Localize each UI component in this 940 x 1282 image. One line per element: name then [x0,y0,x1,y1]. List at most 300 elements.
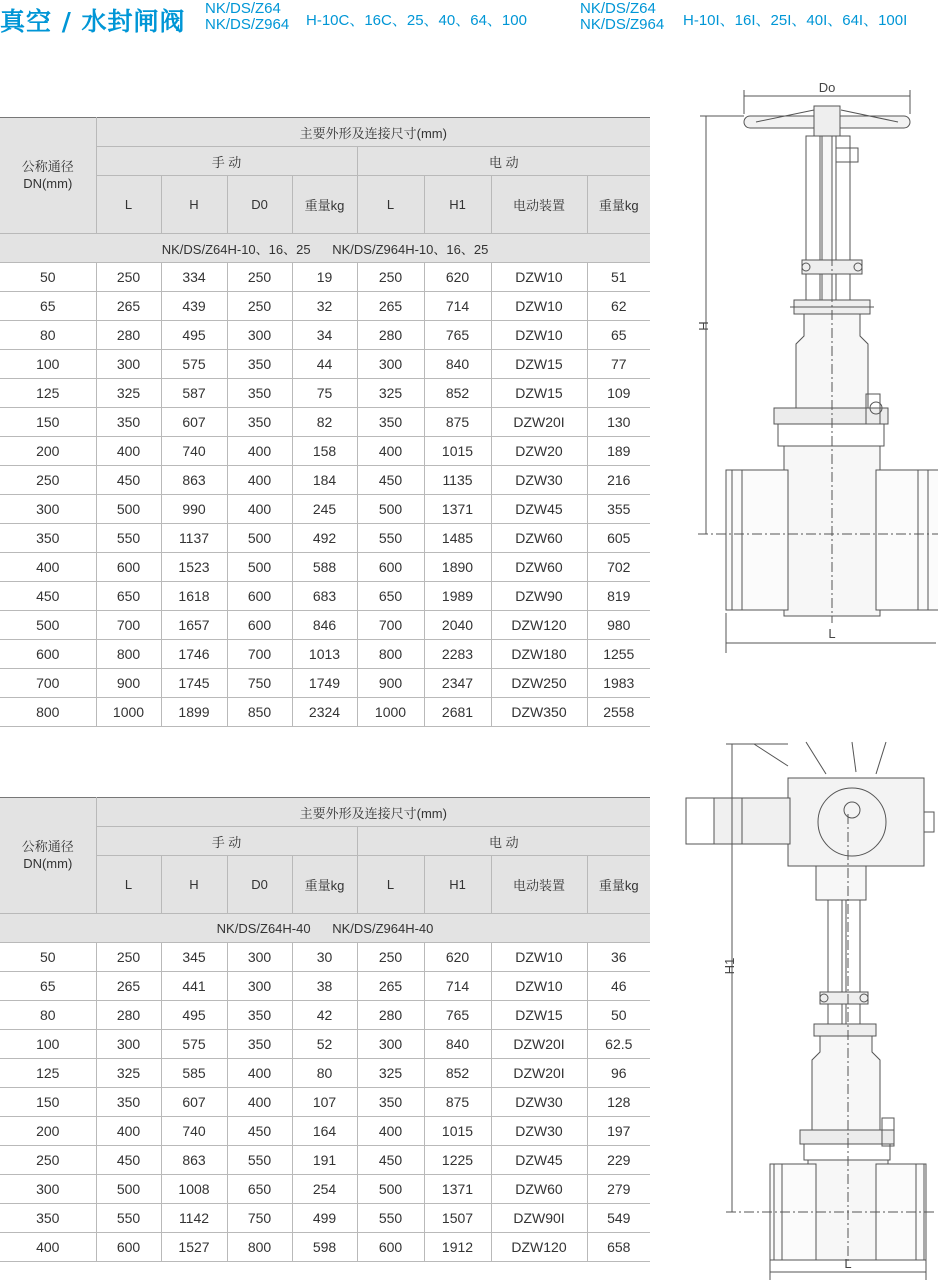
table-cell: 600 [357,553,424,582]
table-cell: DZW90I [491,1204,587,1233]
table-cell: 650 [96,582,161,611]
table-cell: 345 [161,943,227,972]
main-dims-header: 主要外形及连接尺寸(mm) [96,798,650,827]
table-cell: 800 [357,640,424,669]
table-cell: 400 [357,1117,424,1146]
table-cell: 164 [292,1117,357,1146]
table-cell: 500 [227,524,292,553]
table-cell: 439 [161,292,227,321]
table-cell: 2283 [424,640,491,669]
table-cell: 600 [96,553,161,582]
table-cell: 550 [227,1146,292,1175]
table-row [0,408,650,437]
table-cell: 280 [357,321,424,350]
table-cell: 863 [161,1146,227,1175]
table-cell: 1013 [292,640,357,669]
table-row [0,669,650,698]
table-cell: 400 [96,437,161,466]
dn-cell: 350 [0,524,96,553]
dn-cell: 400 [0,1233,96,1262]
table-cell: 250 [227,263,292,292]
table-cell: DZW30 [491,1117,587,1146]
table-row [0,640,650,669]
table-cell: DZW15 [491,379,587,408]
dim-l-label: L [828,626,836,641]
table-cell: 44 [292,350,357,379]
table-cell: 600 [96,1233,161,1262]
table-cell: 350 [227,379,292,408]
col-header: H1 [424,176,491,234]
table-cell: 840 [424,1030,491,1059]
table-cell: 1657 [161,611,227,640]
table-cell: 585 [161,1059,227,1088]
table-cell: 245 [292,495,357,524]
table-row [0,611,650,640]
model-name: NK/DS/Z64 [580,0,656,17]
manual-header: 手 动 [96,147,357,176]
table-cell: 850 [227,698,292,727]
table-cell: 740 [161,437,227,466]
table-cell: 300 [357,350,424,379]
electric-header: 电 动 [357,147,650,176]
table-cell: 109 [587,379,650,408]
table-cell: 750 [227,669,292,698]
table-row [0,1030,650,1059]
table-cell: 500 [357,1175,424,1204]
table-cell: 575 [161,350,227,379]
table-cell: 700 [96,611,161,640]
table-cell: 500 [96,1175,161,1204]
col-header: D0 [227,176,292,234]
col-header: L [96,856,161,914]
table-cell: 1899 [161,698,227,727]
table-row [0,1059,650,1088]
table-cell: 598 [292,1233,357,1262]
table-cell: 279 [587,1175,650,1204]
table-cell: DZW20 [491,437,587,466]
table-cell: DZW10 [491,972,587,1001]
table-cell: 1137 [161,524,227,553]
table-cell: 1527 [161,1233,227,1262]
table-cell: 96 [587,1059,650,1088]
table-cell: 400 [227,1059,292,1088]
table-cell: 900 [357,669,424,698]
table-cell: 1890 [424,553,491,582]
table-cell: DZW60 [491,1175,587,1204]
table-cell: 265 [96,972,161,1001]
table-cell: 355 [587,495,650,524]
table-cell: 350 [357,408,424,437]
table-row [0,1175,650,1204]
table-cell: 450 [96,1146,161,1175]
dn-header [0,798,96,914]
table-cell: DZW60 [491,524,587,553]
table-cell: 50 [587,1001,650,1030]
column-header-row [0,176,650,234]
table-row [0,1001,650,1030]
dn-cell: 600 [0,640,96,669]
table-cell: 400 [96,1117,161,1146]
table-cell: 265 [357,292,424,321]
table-cell: 75 [292,379,357,408]
table-cell: 846 [292,611,357,640]
table-cell: 19 [292,263,357,292]
table-cell: 500 [96,495,161,524]
dn-cell: 250 [0,466,96,495]
table-cell: 300 [227,972,292,1001]
table-cell: 130 [587,408,650,437]
dn-cell: 65 [0,972,96,1001]
table-cell: 588 [292,553,357,582]
dn-header [0,118,96,234]
table-cell: DZW120 [491,1233,587,1262]
table-cell: 325 [96,379,161,408]
dn-cell: 150 [0,408,96,437]
table-cell: 2324 [292,698,357,727]
table-cell: 191 [292,1146,357,1175]
dim-l-label: L [844,1256,852,1271]
col-header: 重量kg [587,856,650,914]
col-header: 电动装置 [491,176,587,234]
dn-cell: 100 [0,350,96,379]
table-row [0,972,650,1001]
dn-cell: 200 [0,1117,96,1146]
table-cell: DZW20I [491,408,587,437]
table-cell: 36 [587,943,650,972]
table-cell: 128 [587,1088,650,1117]
dn-cell: 100 [0,1030,96,1059]
table-cell: 700 [357,611,424,640]
dim-do-label: Do [818,80,836,95]
table-cell: 350 [357,1088,424,1117]
table-cell: 650 [357,582,424,611]
table-row [0,495,650,524]
table-cell: DZW120 [491,611,587,640]
dn-cell: 50 [0,263,96,292]
table-cell: 1008 [161,1175,227,1204]
table-cell: 51 [587,263,650,292]
table-cell: 400 [227,495,292,524]
series-label: NK/DS/Z64H-10、16、25 NK/DS/Z964H-10、16、25 [161,241,489,257]
table-cell: 325 [357,1059,424,1088]
table-cell: 500 [357,495,424,524]
table-cell: 107 [292,1088,357,1117]
table-cell: 250 [227,292,292,321]
table-cell: 990 [161,495,227,524]
model-name: NK/DS/Z964 [580,16,665,33]
table-cell: 875 [424,408,491,437]
table-cell: 2347 [424,669,491,698]
table-cell: 1371 [424,495,491,524]
table-cell: 300 [357,1030,424,1059]
table-cell: 38 [292,972,357,1001]
table-cell: 819 [587,582,650,611]
table-cell: 1983 [587,669,650,698]
table-cell: DZW45 [491,495,587,524]
table-cell: 600 [227,582,292,611]
manual-valve-drawing [686,78,938,658]
table-cell: 400 [227,1088,292,1117]
table-cell: DZW10 [491,321,587,350]
table-row [0,524,650,553]
table-cell: 82 [292,408,357,437]
spec-table-1 [0,117,650,727]
table-cell: DZW20I [491,1059,587,1088]
col-header: H1 [424,856,491,914]
table-cell: 702 [587,553,650,582]
table-cell: 62 [587,292,650,321]
table-cell: 495 [161,321,227,350]
table-row [0,582,650,611]
table-cell: 52 [292,1030,357,1059]
table-cell: 750 [227,1204,292,1233]
model-name: NK/DS/Z964 [205,16,290,33]
table-cell: 250 [96,263,161,292]
table-cell: 280 [96,1001,161,1030]
table-cell: 62.5 [587,1030,650,1059]
table-cell: 1912 [424,1233,491,1262]
table-cell: 650 [227,1175,292,1204]
page-title: 真空 / 水封闸阀 [0,7,186,36]
main-dims-header: 主要外形及连接尺寸(mm) [96,118,650,147]
table-cell: 600 [227,611,292,640]
table-cell: DZW180 [491,640,587,669]
series-row [0,234,650,263]
electric-valve-drawing [676,734,938,1280]
table-cell: DZW10 [491,292,587,321]
table-cell: 875 [424,1088,491,1117]
table-cell: 250 [357,943,424,972]
table-cell: 334 [161,263,227,292]
table-cell: 1142 [161,1204,227,1233]
table-cell: 900 [96,669,161,698]
table-cell: 1745 [161,669,227,698]
series-row [0,914,650,943]
table-cell: 46 [587,972,650,1001]
table-cell: DZW60 [491,553,587,582]
table-row [0,1233,650,1262]
table-cell: 250 [357,263,424,292]
table-cell: 42 [292,1001,357,1030]
table-row [0,379,650,408]
manual-header: 手 动 [96,827,357,856]
table-cell: 600 [357,1233,424,1262]
dim-h-label: H [696,321,711,331]
table-cell: 300 [227,943,292,972]
table-cell: 450 [357,466,424,495]
dn-cell: 350 [0,1204,96,1233]
dn-cell: 65 [0,292,96,321]
table-cell: 450 [227,1117,292,1146]
table-cell: 500 [227,553,292,582]
table-row [0,943,650,972]
table-cell: 280 [357,1001,424,1030]
table-cell: 492 [292,524,357,553]
table-row [0,1088,650,1117]
model-stack-1 [205,1,289,33]
pressure-sizes-1: H-10C、16C、25、40、64、100 [306,12,527,29]
table-cell: 765 [424,1001,491,1030]
table-cell: 1135 [424,466,491,495]
table-cell: 325 [96,1059,161,1088]
table-row [0,698,650,727]
table-cell: 1485 [424,524,491,553]
table-cell: 714 [424,292,491,321]
dn-cell: 150 [0,1088,96,1117]
table-cell: 400 [227,437,292,466]
col-header: 电动装置 [491,856,587,914]
table-cell: 607 [161,1088,227,1117]
table-cell: 77 [587,350,650,379]
col-header: L [96,176,161,234]
table-cell: DZW15 [491,350,587,379]
table-cell: 189 [587,437,650,466]
table-cell: 300 [96,1030,161,1059]
dn-cell: 80 [0,321,96,350]
table-row [0,263,650,292]
table-cell: 980 [587,611,650,640]
table-cell: 450 [96,466,161,495]
table-cell: 34 [292,321,357,350]
table-cell: 1507 [424,1204,491,1233]
table-cell: 265 [96,292,161,321]
table-cell: 1989 [424,582,491,611]
table-cell: 840 [424,350,491,379]
dn-cell: 400 [0,553,96,582]
table-cell: 863 [161,466,227,495]
table-row [0,553,650,582]
table-cell: 1618 [161,582,227,611]
dn-cell: 200 [0,437,96,466]
table-cell: 229 [587,1146,650,1175]
table-row [0,321,650,350]
table-row [0,1117,650,1146]
table-cell: 300 [227,321,292,350]
table-cell: 495 [161,1001,227,1030]
table-cell: 740 [161,1117,227,1146]
table-cell: 1015 [424,1117,491,1146]
table-cell: 250 [96,943,161,972]
table-cell: 605 [587,524,650,553]
table-cell: DZW350 [491,698,587,727]
col-header: L [357,176,424,234]
table-cell: 852 [424,1059,491,1088]
table-cell: 1000 [357,698,424,727]
table-cell: 80 [292,1059,357,1088]
table-row [0,466,650,495]
table-cell: 450 [357,1146,424,1175]
table-cell: DZW45 [491,1146,587,1175]
page-header [0,0,940,42]
table-cell: 2040 [424,611,491,640]
table-cell: 158 [292,437,357,466]
table-cell: DZW10 [491,263,587,292]
model-stack-2 [580,1,664,33]
table-cell: 400 [357,437,424,466]
electric-header: 电 动 [357,827,650,856]
table-cell: DZW15 [491,1001,587,1030]
table-row [0,1146,650,1175]
table-cell: DZW20I [491,1030,587,1059]
table-cell: 620 [424,263,491,292]
table-cell: 550 [96,1204,161,1233]
table-cell: 575 [161,1030,227,1059]
table-cell: 30 [292,943,357,972]
col-header: H [161,856,227,914]
table-cell: 350 [227,1030,292,1059]
series-label: NK/DS/Z64H-40 NK/DS/Z964H-40 [216,920,434,936]
table-cell: 683 [292,582,357,611]
table-cell: 1523 [161,553,227,582]
table-cell: 1371 [424,1175,491,1204]
table-cell: DZW10 [491,943,587,972]
table-cell: 700 [227,640,292,669]
table-cell: 607 [161,408,227,437]
col-header: 重量kg [292,176,357,234]
table-cell: DZW30 [491,1088,587,1117]
dn-cell: 80 [0,1001,96,1030]
table-row [0,1204,650,1233]
table-cell: 1000 [96,698,161,727]
table-cell: 765 [424,321,491,350]
table-cell: 800 [227,1233,292,1262]
dn-cell: 300 [0,1175,96,1204]
table-cell: 1746 [161,640,227,669]
table-cell: 400 [227,466,292,495]
table-cell: 1255 [587,640,650,669]
table-cell: 2681 [424,698,491,727]
table-cell: DZW30 [491,466,587,495]
table-cell: 2558 [587,698,650,727]
table-cell: 265 [357,972,424,1001]
table-cell: 197 [587,1117,650,1146]
table-cell: 184 [292,466,357,495]
table-cell: 1015 [424,437,491,466]
table-cell: 550 [96,524,161,553]
pressure-sizes-2: H-10I、16I、25I、40I、64I、100I [683,12,908,29]
table-row [0,437,650,466]
table-cell: 254 [292,1175,357,1204]
table-cell: 587 [161,379,227,408]
dn-cell: 250 [0,1146,96,1175]
table-cell: 32 [292,292,357,321]
dn-cell: 450 [0,582,96,611]
column-header-row [0,856,650,914]
table-cell: 620 [424,943,491,972]
col-header: H [161,176,227,234]
table-cell: 350 [96,1088,161,1117]
table-cell: 350 [227,350,292,379]
dn-header-label: 公称通径 DN(mm) [21,839,74,871]
table-row [0,292,650,321]
table-cell: DZW250 [491,669,587,698]
table-cell: 280 [96,321,161,350]
table-cell: 658 [587,1233,650,1262]
dn-cell: 125 [0,1059,96,1088]
dn-cell: 700 [0,669,96,698]
table-cell: 714 [424,972,491,1001]
table-cell: 852 [424,379,491,408]
table-cell: 300 [96,350,161,379]
col-header: L [357,856,424,914]
table-cell: 65 [587,321,650,350]
table-cell: 350 [227,408,292,437]
table-cell: 1749 [292,669,357,698]
table-cell: 216 [587,466,650,495]
spec-table-2 [0,797,650,1262]
dn-cell: 800 [0,698,96,727]
dn-cell: 500 [0,611,96,640]
